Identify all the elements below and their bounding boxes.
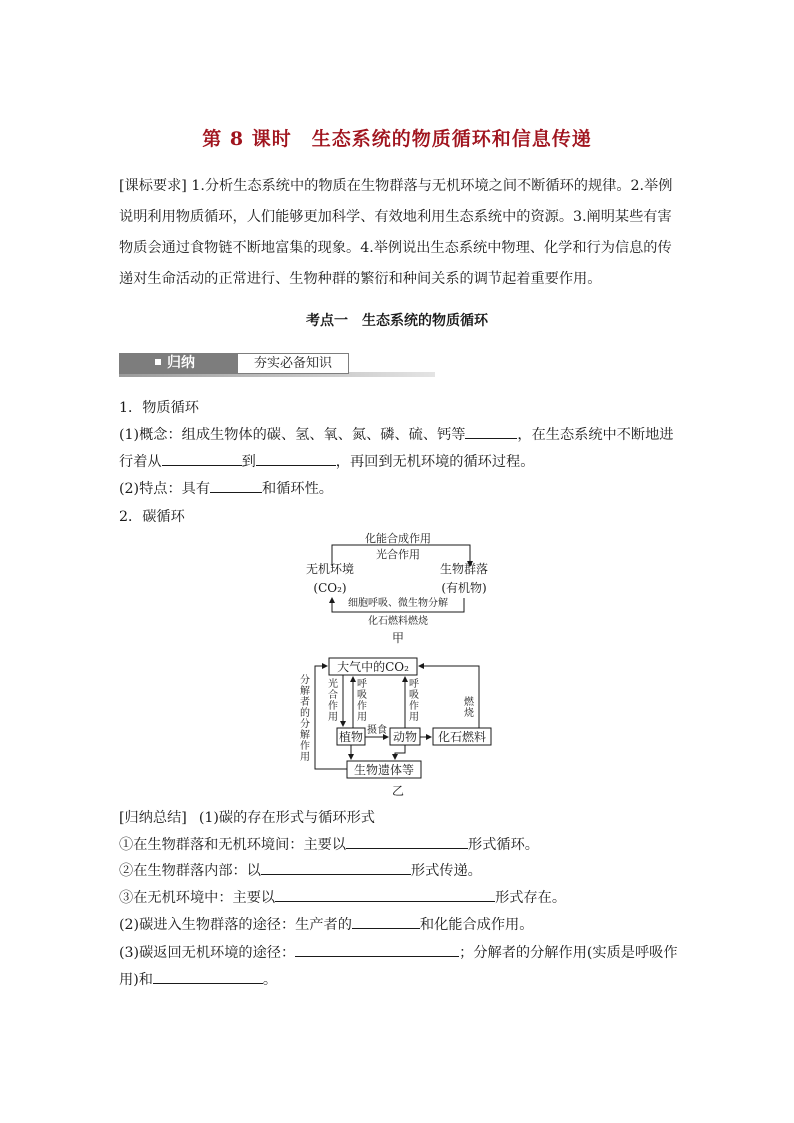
resp1-char: 作 — [357, 701, 367, 712]
concept-text-e: ，再回到无机环境的循环过程。 — [335, 454, 535, 470]
section-title: 考点一 生态系统的物质循环 — [306, 313, 488, 329]
q1a-post: 形式循环。 — [468, 837, 539, 853]
label-animal: 动物 — [392, 730, 418, 744]
summary-q1c — [119, 887, 566, 907]
summary-q3-cont — [119, 969, 277, 989]
blank-field[interactable] — [261, 860, 411, 875]
item1-concept-line2 — [119, 451, 534, 471]
blank-field[interactable] — [295, 942, 459, 957]
resp1-char: 吸 — [357, 690, 367, 701]
decomp-char: 分 — [300, 719, 310, 730]
blank-field[interactable] — [346, 834, 468, 849]
node-abiotic-co2: (CO₂) — [313, 581, 347, 595]
carbon-cycle-diagram-jia — [300, 528, 496, 646]
resp2-char: 用 — [409, 712, 419, 723]
label-fossil-burning: 化石燃料燃烧 — [368, 616, 428, 627]
resp2-char: 吸 — [409, 690, 419, 701]
label-feeding: 摄食 — [367, 725, 387, 736]
summary-q1-text: (1)碳的存在形式与循环形式 — [198, 810, 375, 826]
decomp-char: 解 — [300, 686, 310, 697]
resp2-char: 呼 — [409, 679, 419, 690]
carbon-cycle-diagram-yi — [295, 655, 501, 800]
q3-end-post: 。 — [262, 972, 278, 988]
photo-char: 合 — [328, 690, 338, 701]
q3-pre: (3)碳返回无机环境的途径： — [119, 945, 296, 961]
resp1-char: 用 — [357, 712, 367, 723]
square-bullet-icon — [155, 359, 161, 365]
summary-q1a — [119, 834, 539, 854]
requirements-text: 1.分析生态系统中的物质在生物群落与无机环境之间不断循环的规律。2.举例说明利用物质循环，人们能够更加科学、有效地利用生态系统中的资源。3.阐明某些有害物质会通过食物链不断地富集的现象。4.举例说出生态系统中物理、化学和行为信息的传递对生命活动的正常进行、生物种群的繁衍和种间关系的调节起着重要作用。 — [119, 178, 673, 287]
item1-feature-line — [119, 478, 333, 498]
decomp-char: 解 — [300, 730, 310, 741]
q1a-pre: ①在生物群落和无机环境间：主要以 — [119, 837, 347, 853]
q1c-pre: ③在无机环境中：主要以 — [119, 890, 276, 906]
blank-field[interactable] — [153, 969, 263, 984]
feature-text-a: (2)特点：具有 — [119, 481, 211, 497]
blank-field[interactable] — [465, 424, 517, 439]
node-community-organic: (有机物) — [441, 581, 487, 595]
q1b-post: 形式传递。 — [410, 863, 482, 879]
requirements-tag: [课标要求] — [119, 178, 187, 194]
burn-char: 燃 — [464, 697, 474, 708]
banner-right: 夯实必备知识 — [237, 353, 349, 374]
node-abiotic: 无机环境 — [305, 562, 355, 576]
label-chemosynthesis: 化能合成作用 — [365, 532, 431, 545]
blank-field[interactable] — [210, 478, 262, 493]
curriculum-requirements — [119, 171, 675, 295]
item2-heading: 2．碳循环 — [119, 509, 185, 525]
concept-text-d: 到 — [241, 454, 256, 470]
summary-tag: [归纳总结] — [119, 810, 187, 826]
vertical-labels — [300, 673, 475, 763]
summary-q3 — [119, 942, 678, 962]
summary-q1 — [119, 807, 375, 827]
label-atmosphere-co2: 大气中的CO₂ — [337, 660, 409, 674]
q3-mid: ；分解者的分解作用(实质是呼吸作 — [459, 945, 678, 961]
q1b-pre: ②在生物群落内部：以 — [119, 863, 261, 879]
decomp-char: 者 — [300, 697, 310, 708]
caption-yi: 乙 — [391, 784, 405, 798]
photo-char: 光 — [328, 679, 338, 690]
q3-end-pre: 用)和 — [119, 972, 153, 988]
item1-heading: 1．物质循环 — [119, 400, 199, 416]
decomp-char: 用 — [300, 752, 310, 763]
blank-field[interactable] — [256, 451, 336, 466]
label-fossil-fuel: 化石燃料 — [437, 730, 487, 744]
decomp-char: 分 — [300, 675, 310, 686]
burn-char: 烧 — [464, 708, 474, 719]
label-respiration: 细胞呼吸、微生物分解 — [348, 598, 448, 609]
item1-concept-line1 — [119, 424, 674, 444]
feature-text-b: 和循环性。 — [262, 481, 333, 497]
banner-left-label: 归纳 — [167, 355, 195, 371]
blank-field[interactable] — [275, 887, 495, 902]
label-photosynthesis: 光合作用 — [376, 548, 420, 561]
blank-field[interactable] — [352, 914, 420, 929]
concept-text-a: (1)概念：组成生物体的碳、氢、氧、氮、磷、硫、钙等 — [119, 427, 466, 443]
page-title: 第 8 课时 生态系统的物质循环和信息传递 — [202, 128, 592, 150]
photo-char: 用 — [328, 712, 338, 723]
q1c-post: 形式存在。 — [495, 890, 567, 906]
photo-char: 作 — [328, 701, 338, 712]
resp1-char: 呼 — [357, 679, 367, 690]
decomp-char: 的 — [300, 708, 310, 719]
summary-q1b — [119, 860, 482, 880]
banner-left — [119, 353, 237, 374]
blank-field[interactable] — [162, 451, 242, 466]
q2-pre: (2)碳进入生物群落的途径：生产者的 — [119, 917, 352, 933]
arrow-animal-remains — [395, 745, 405, 759]
concept-text-c: 行着从 — [119, 454, 162, 470]
summary-q2 — [119, 914, 533, 934]
decomp-char: 作 — [300, 741, 310, 752]
caption-jia: 甲 — [391, 631, 405, 645]
label-plant: 植物 — [338, 730, 364, 744]
concept-text-b: ，在生态系统中不断地进 — [517, 427, 674, 443]
q2-post: 和化能合成作用。 — [419, 917, 534, 933]
resp2-char: 作 — [409, 701, 419, 712]
node-community: 生物群落 — [439, 562, 489, 576]
section-banner — [119, 353, 435, 377]
label-remains: 生物遗体等 — [353, 763, 415, 777]
